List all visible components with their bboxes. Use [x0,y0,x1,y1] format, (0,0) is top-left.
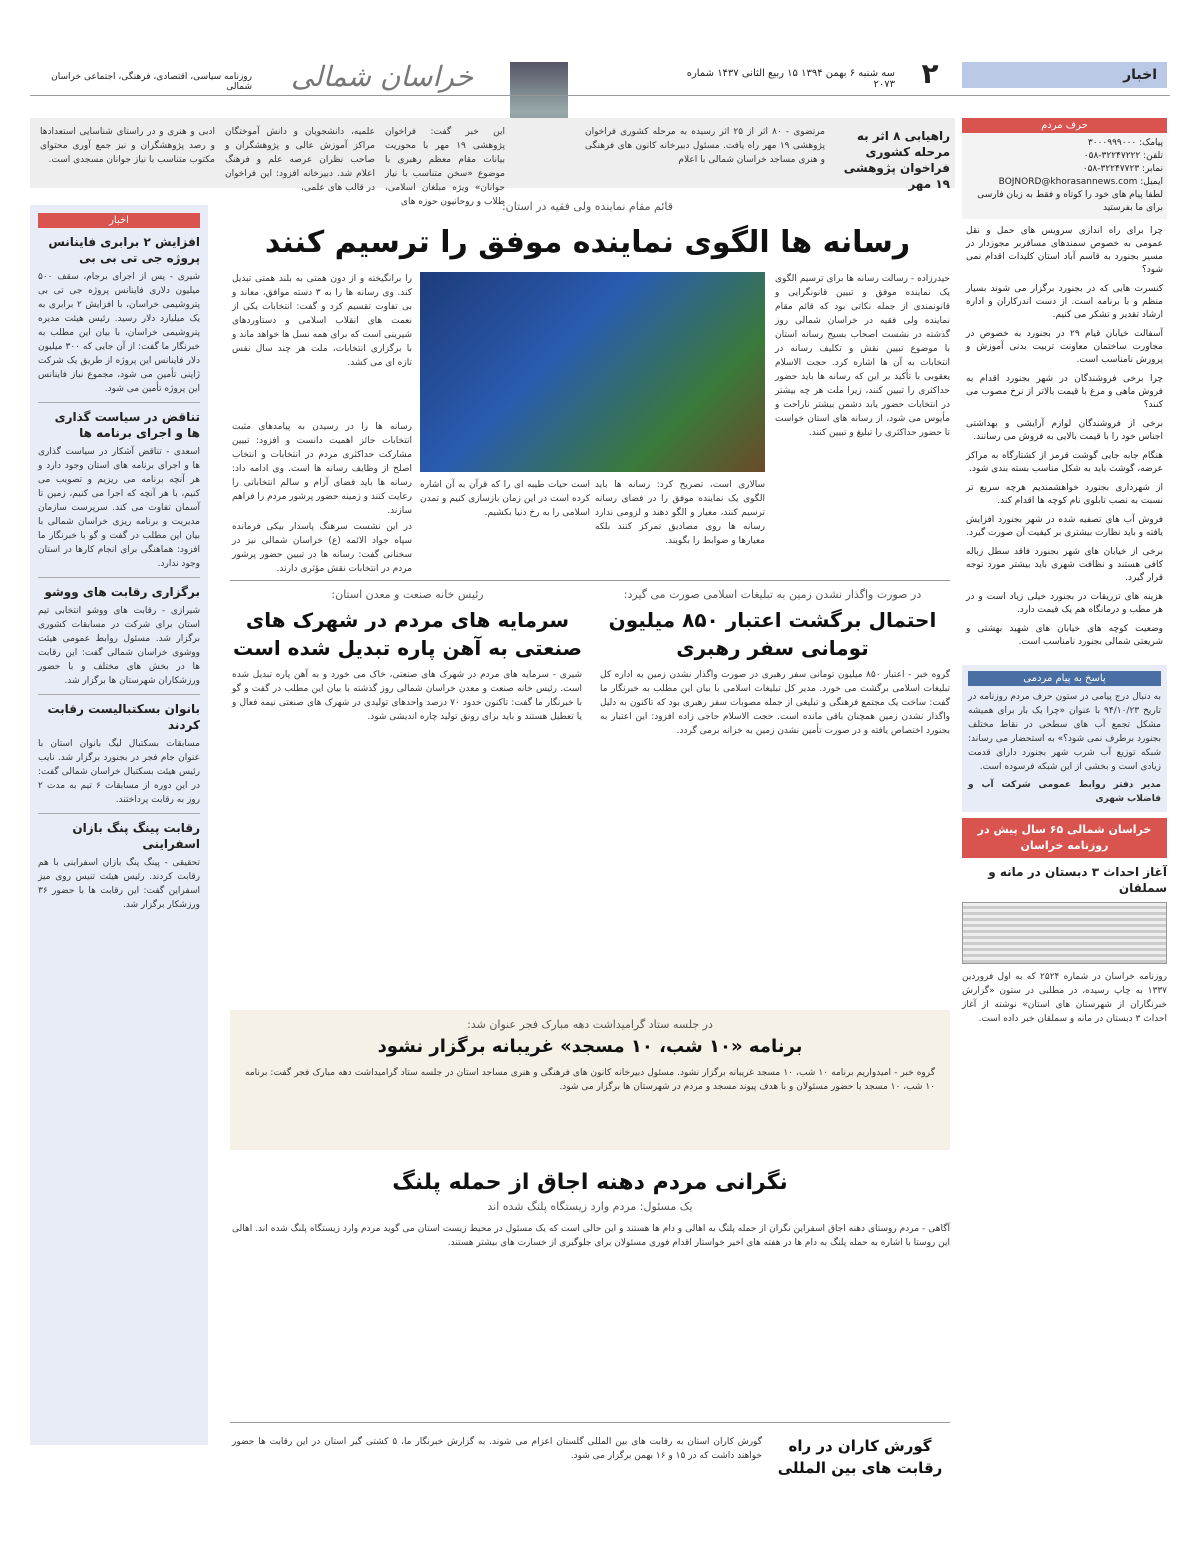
readers-tag: حرف مردم [962,118,1167,133]
divider [38,694,200,695]
message-item: چرا برخی فروشندگان در شهر بجنورد اقدام به فروش ماهی و مرغ با قیمت بالاتر از نرخ مصوب می کنند؟ [966,374,1163,410]
archive-clipping-image [962,902,1167,964]
divider [230,1422,950,1423]
contact-note: لطفا پیام های خود را کوتاه و فقط به زبان فارسی برای ما بفرستید [977,190,1163,213]
contact-phone: تلفن: ۳۲۲۴۷۲۲۲-۰۵۸ [1083,151,1163,161]
story-f-headline: گورش کاران در راه رقابت های بین المللی [777,1437,943,1477]
story-e-subhead: یک مسئول: مردم وارد زیستگاه پلنگ شده اند [487,1200,693,1213]
sidebar-text: تحقیقی - پینگ پنگ بازان اسفراینی با هم رقابت کردند. رئیس هیئت تنیس روی میز اسفراین گفت: این رقابت ها با حضور ۳۶ ورزشکار برگزار شد. [38,858,200,910]
lead-headline: رسانه ها الگوی نماینده موفق را ترسیم کنند [264,225,911,260]
masthead-logo: خراسان شمالی [290,60,474,93]
sidebar-text: شیرازی - رقابت های ووشو انتخابی تیم استان برای شرکت در مسابقات کشوری برگزار شد. مسئول روابط عمومی هیئت ووشوی خراسان شمالی گفت: این رقابت ها در بخش های مختلف و با حضور ورزشکاران شهرستان ها برگزار شد. [38,606,200,686]
story-c-text: شیری - سرمایه های مردم در شهرک های صنعتی، خاک می خورد و به آهن پاره تبدیل شده است. رئیس خانه صنعت و معدن خراسان شمالی روز گذشته با بیان این مطلب در گفت و گو با خبرنگار ما گفت: تاکنون حدود ۷۰ درصد واحدهای تولیدی در شهرک های صنعتی نیمه فعال و یا تعطیل هستند و باید برای رونق تولید چاره اندیشی شود. [232,670,582,722]
sidebar-headline: برگزاری رقابت های ووشو [44,585,200,599]
story-d-text: گروه خبر - امیدواریم برنامه ۱۰ شب، ۱۰ مسجد غریبانه برگزار نشود. مسئول دبیرخانه کانون های فرهنگی و هنری مساجد استان در جلسه ستاد گرامیداشت دهه مبارک فجر گفت: برنامه ۱۰ شب، ۱۰ مسجد با حضور مسئولان و با هدف پیوند مسجد و مردم در شهرستان ها برگزار می شود. [245,1068,936,1092]
story-d-kicker: در جلسه ستاد گرامیداشت دهه مبارک فجر عنوان شد: [467,1018,713,1031]
news-sidebar [30,205,208,1445]
top-story-text-1: مرتضوی - ۸۰ اثر از ۲۵ اثر رسیده به مرحله کشوری فراخوان پژوهشی ۱۹ مهر راه یافت. مسئول دبیرخانه کانون های فرهنگی و هنری مساجد خراسان شمالی با اعلام [585,127,826,165]
story-c-headline: سرمایه های مردم در شهرک های صنعتی به آهن پاره تبدیل شده است [233,608,582,660]
message-item: هنگام جابه جایی گوشت قرمز از کشتارگاه به مراکز عرضه، گوشت باید به شکل مناسب بسته بندی شود. [966,451,1163,474]
tagline: روزنامه سیاسی، اقتصادی، فرهنگی، اجتماعی خراسان شمالی [51,72,252,92]
sidebar-headline: تناقض در سیاست گذاری ها و اجرای برنامه ها [54,410,200,440]
history-banner: خراسان شمالی ۶۵ سال پیش در روزنامه خراسان [962,818,1167,858]
message-item: برخی از فروشندگان لوازم آرایشی و بهداشتی اجناس خود را با قیمت بالایی به فروش می رسانند. [966,419,1163,442]
lead-col-4: در این نشست سرهنگ پاسدار بیکی فرمانده سپاه جواد الائمه (ع) خراسان شمالی نیز در سخنانی گفت: رسانه ها در تبیین حضور پرشور مردم در انتخابات نقش مؤثری دارند. [232,522,412,574]
story-e-headline: نگرانی مردم دهنه اجاق از حمله پلنگ [392,1170,788,1195]
story-b-kicker: در صورت واگذار نشدن زمین به تبلیغات اسلامی صورت می گیرد: [623,588,922,601]
reply-box [962,665,1167,812]
message-item: آسفالت خیابان قیام ۲۹ در بجنورد به خصوص در مجاورت ساختمان معاونت تربیت بدنی آموزش و پرورش نامناسب است. [966,329,1163,365]
sidebar-tag: اخبار [38,213,200,228]
message-item: از شهرداری بجنورد خواهشمندیم هرچه سریع تر نسبت به نصب تابلوی نام کوچه ها اقدام کند. [966,483,1163,506]
history-headline: آغاز احداث ۳ دبستان در مانه و سملقان [988,865,1167,895]
contact-sms: پیامک: ۳۰۰۰۹۹۹۰۰۰ [1087,138,1163,148]
reply-tag: پاسخ به پیام مردمی [968,671,1161,686]
page-number: ۲ [921,57,939,90]
lead-col-2: رسانه ها را در رسیدن به پیامدهای مثبت انتخابات حائز اهمیت دانست و افزود: تبیین مشارکت حداکثری مردم در انتخابات و انتخاب اصلح از وظایف رسانه ها است. وی ادامه داد: رسانه ها باید فضای آرام و سالم انتخاباتی را رعایت کنند و زمینه حضور پرشور مردم را فراهم سازند. [232,422,412,516]
dateline: سه شنبه ۶ بهمن ۱۳۹۴ ۱۵ ربیع الثانی ۱۴۳۷ شماره ۲۰۷۳ [686,68,895,90]
story-c-kicker: رئیس خانه صنعت و معدن استان: [331,588,484,601]
lead-col-3: را برانگیخته و از دون همتی به بلند همتی تبدیل کند. وی رسانه ها را به ۳ دسته موافق، معاند و بی تفاوت تقسیم کرد و گفت: انتخابات یکی از نعمت های انقلاب اسلامی و دستاوردهای شیرینی است که برای همه نسل ها خواهد ماند و با برگزاری انتخابات، ملت هر چند سال نفس تازه ای می کشد. [232,274,413,368]
message-item: برخی از خیابان های شهر بجنورد فاقد سطل زباله کافی هستند و نظافت شهری باید بیشتر مورد توجه قرار گیرد. [966,547,1163,583]
story-b-headline: احتمال برگشت اعتبار ۸۵۰ میلیون تومانی سفر رهبری [608,608,937,660]
sidebar-headline: بانوان بسکتبالیست رقابت کردند [47,702,200,732]
reply-signature: مدیر دفتر روابط عمومی شرکت آب و فاضلاب شهری [968,780,1161,804]
meeting-photo [420,272,765,472]
sidebar-text: اسعدی - تناقض آشکار در سیاست گذاری ها و اجرای برنامه های استان وجود دارد و هر آنچه برنامه می ریزیم و تصویب می کنیم، با هر آنچه که اجرا می کنیم، زمین تا آسمان تفاوت می کند. سرپرست سازمان مدیریت و برنامه ریزی خراسان شمالی با بیان این مطلب در گفت و گو با خبرنگار ما افزود: هماهنگی برای انجام کارها در استان وجود ندارد. [38,447,200,569]
reply-text: به دنبال درج پیامی در ستون حرف مردم روزنامه در تاریخ ۹۴/۱۰/۲۳ با عنوان «چرا یک بار برای همیشه مشکل تجمع آب های سطحی در نقاط مختلف بجنورد برطرف نمی شود؟» به استحضار می رساند: شبکه توزیع آب شرب شهر بجنورد دارای قدمت زیادی است و بخشی از این شبکه فرسوده است. [968,692,1161,772]
section-label: اخبار [962,62,1167,88]
contact-email: ایمیل: BOJNORD@khorasannews.com [998,177,1163,187]
divider [38,402,200,403]
top-story-text-3: علمیه، دانشجویان و دانش آموختگان مراکز آموزش عالی و پژوهشگران و صاحب نظران عرصه علم و فرهنگ اعلام شد. دبیرخانه افزود: این فراخوان در قالب های علمی، [225,127,375,193]
sidebar-headline: رقابت پینگ پنگ بازان اسفراینی [72,821,200,851]
story-e-text: آگاهی - مردم روستای دهنه اجاق اسفراین نگران از حمله پلنگ به اهالی و دام ها هستند و این حالی است که یک مسئول در محیط زیست استان می گوید مردم وارد زیستگاه پلنگ شده اند. اهالی این روستا با اشاره به حمله پلنگ به دام ها در هفته های اخیر خواستار اقدام فوری مسئولان برای جلوگیری از خسارت های بیشتر هستند. [232,1224,950,1248]
story-d-headline: برنامه «۱۰ شب، ۱۰ مسجد» غریبانه برگزار نشود [377,1036,803,1057]
message-item: فروش آب های تصفیه شده در شهر بجنورد افزایش یافته و باید نظارت بیشتری بر کیفیت آن صورت گیرد. [966,515,1163,538]
reader-messages [962,219,1167,661]
divider [38,813,200,814]
top-story-text-2: این خبر گفت: فراخوان پژوهشی ۱۹ مهر با محوریت بیانات مقام معظم رهبری با موضوع «سخن متناسب با نیاز جوانان» ویژه مبلغان اسلامی، طلاب و روحانیون حوزه های [385,127,505,207]
lead-col-1: حیدرزاده - رسالت رسانه ها برای ترسیم الگوی یک نماینده موفق و تبیین قانونگرایی و قانونمندی از جمله نکاتی بود که قائم مقام نماینده ولی فقیه در خراسان شمالی روز گذشته در نشست اصحاب بسیج رسانه استان با موضوع تبیین نقش و تکلیف رسانه در انتخابات به آن ها اشاره کرد. حجت الاسلام یعقوبی با تأکید بر این که رسانه ها باید حضور حداکثری را تبیین کنند، زیرا ملت هر چه بیشتر در انتخابات حضور یابد دشمن بیشتر ناراحت و مأیوس می شود، از رسانه های استان خواست تا حضور حداکثری را تبلیغ و تبیین کنند. [775,274,950,438]
reader-column [962,118,1167,1443]
story-b-text: گروه خبر - اعتبار ۸۵۰ میلیون تومانی سفر رهبری در صورت واگذار نشدن زمین به اداره کل تبلیغات اسلامی برگشت می خورد. مدیر کل تبلیغات اسلامی با بیان این مطلب به خبرنگار ما گفت: ساخت یک مجتمع فرهنگی و تبلیغی از جمله مصوبات سفر رهبری بود که تاکنون به دلیل واگذار نشدن زمین همچنان باقی مانده است. حجت الاسلام حاجی زاده افزود: این اعتبار به بجنورد اختصاص یافته و در صورت تأمین نشدن زمین به خزانه برمی گردد. [600,670,950,736]
message-item: وضعیت کوچه های خیابان های شهید بهشتی و شریعتی شمالی بجنورد نامناسب است. [966,624,1163,647]
story-f-text: گورش کاران استان به رقابت های بین المللی گلستان اعزام می شوند. به گزارش خبرنگار ما، ۵ کشتی گیر استان در این رقابت ها حضور خواهند داشت که در ۱۵ و ۱۶ بهمن برگزار می شود. [232,1437,762,1461]
message-item: کنسرت هایی که در بجنورد برگزار می شوند بسیار منظم و با برنامه است. از دست اندرکاران و اداره ارشاد تقدیر و تشکر می کنیم. [966,284,1163,320]
contact-fax: نمابر: ۳۲۲۴۷۷۲۳-۰۵۸ [1082,164,1163,174]
contact-box [962,133,1167,219]
sidebar-text: شیری - پس از اجرای برجام، سقف ۵۰۰ میلیون دلاری فاینانس پروژه جی تی بی پتروشیمی خراسان، با افزایش ۲ برابری به یک میلیارد دلار رسید. رئیس هیئت مدیره پتروشیمی خراسان، با بیان این مطلب به خبرنگار ما گفت: از آن جایی که ۳۰۰ میلیون دلار فاینانس این پروژه از طریق یک شرکت ژاپنی تأمین می شود، مجموع نیاز فاینانس این پروژه تأمین می شود. [38,272,200,394]
divider [230,580,950,581]
message-item: هزینه های تزریقات در بجنورد خیلی زیاد است و در هر مطب و درمانگاه هم یک قیمت دارد. [966,592,1163,615]
header-rule [30,95,1170,96]
message-item: چرا برای راه اندازی سرویس های حمل و نقل عمومی به خصوص سمندهای مسافربر مجوزدار در مسیر بجنورد به قاسم آباد استان کلیدات اقدام نمی شود؟ [966,226,1163,275]
lead-kicker: قائم مقام نماینده ولی فقیه در استان: [501,200,674,213]
top-story-text-4: ادبی و هنری و در راستای شناسایی استعدادها و رصد پژوهشگران و نیز جمع آوری محتوای مکتوب متناسب با نیاز جوانان مسجدی است. [40,127,215,165]
divider [38,577,200,578]
lead-caption-right: است حیات طیبه ای را که قرآن به آن اشاره کرده است در این زمان بازسازی کنیم و تمدن اسلامی را به رخ دنیا بکشیم. [420,480,590,518]
sidebar-text: مسابقات بسکتبال لیگ بانوان استان با عنوان جام فجر در بجنورد برگزار شد. نایب رئیس هیئت بسکتبال خراسان شمالی گفت: در این دوره از مسابقات ۶ تیم به مدت ۲ روز به رقابت پرداختند. [38,739,200,805]
top-story-title: راهیابی ۸ اثر به مرحله کشوری فراخوان پژوهشی ۱۹ مهر [843,129,950,191]
sidebar-headline: افزایش ۲ برابری فاینانس پروژه جی تی بی بی [48,235,200,265]
history-text: روزنامه خراسان در شماره ۲۵۲۴ که به اول فروردین ۱۳۳۷ به چاپ رسیده، در مطلبی در ستون «گزارش خبرنگاران از شهرستان های استان» نوشته از آغاز احداث ۳ دبستان در مانه و سملقان خبر داده است. [962,972,1168,1024]
lead-caption-left: سالاری است، تصریح کرد: رسانه ها باید الگوی یک نماینده موفق را در فضای رسانه ترسیم کنند، معیار و الگو دهند و لزومی ندارد رسانه ها روی مصادیق تمرکز کنند بلکه معیارها و ضوابط را بگویند. [595,480,765,546]
